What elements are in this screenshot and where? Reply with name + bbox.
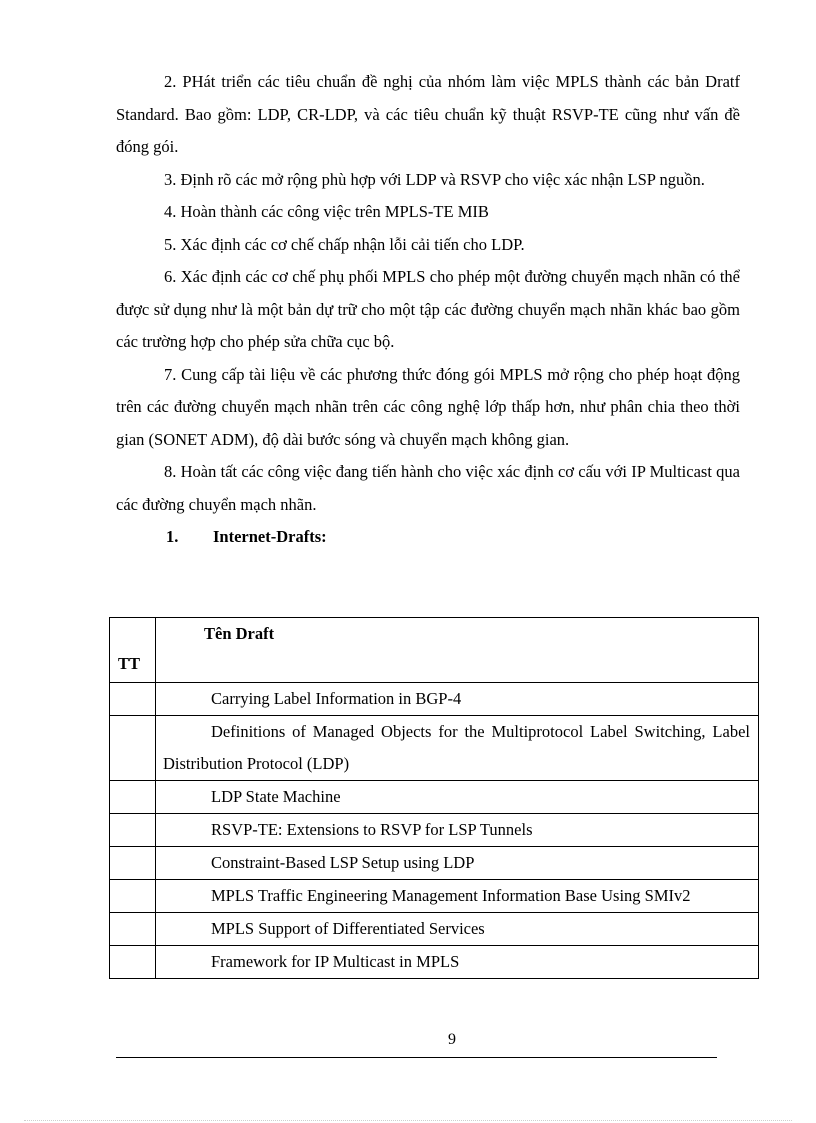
table-row — [110, 880, 759, 913]
table-row — [110, 683, 759, 716]
section-heading — [116, 521, 740, 553]
row-name-text: Constraint-Based LSP Setup using LDP — [211, 853, 475, 872]
body-text — [116, 66, 740, 553]
header-name-label: Tên Draft — [204, 624, 275, 643]
footer-divider — [116, 1057, 717, 1058]
row-tt-cell — [110, 880, 156, 913]
table-row — [110, 847, 759, 880]
row-name-cell — [156, 880, 759, 913]
table-row — [110, 716, 759, 781]
row-name-cell — [156, 847, 759, 880]
table-row — [110, 913, 759, 946]
header-tt-cell — [110, 618, 156, 683]
header-name-cell — [156, 618, 759, 683]
drafts-table — [109, 617, 759, 979]
paragraph-item-7: 7. Cung cấp tài liệu về các phương thức đóng gói MPLS mở rộng cho phép hoạt động trên các đường chuyển mạch nhãn trên các công nghệ lớp thấp hơn, như phân chia theo thời gian (SONET ADM), độ dài bước sóng và chuyển mạch không gian. — [116, 364, 740, 449]
section-heading-number: 1. — [166, 527, 179, 546]
paragraph-item-2: 2. PHát triển các tiêu chuẩn đề nghị của nhóm làm việc MPLS thành các bản Dratf Standard. Bao gồm: LDP, CR-LDP, và các tiêu chuẩn kỹ thuật RSVP-TE cũng như vấn đề đóng gói. — [116, 72, 740, 156]
paragraph-item-3: 3. Định rõ các mở rộng phù hợp với LDP và RSVP cho việc xác nhận LSP nguồn. — [164, 169, 705, 189]
row-name-cell — [156, 913, 759, 946]
table-header-row — [110, 618, 759, 683]
header-tt-label: TT — [118, 654, 141, 673]
row-tt-cell — [110, 781, 156, 814]
paragraph-item-4: 4. Hoàn thành các công việc trên MPLS-TE MIB — [164, 202, 489, 221]
row-tt-cell — [110, 814, 156, 847]
page-number: 9 — [448, 1031, 456, 1048]
row-name-text: RSVP-TE: Extensions to RSVP for LSP Tunnels — [211, 820, 533, 839]
table-row — [110, 781, 759, 814]
row-tt-cell — [110, 847, 156, 880]
row-name-cell — [156, 716, 759, 781]
row-name-cell — [156, 946, 759, 979]
row-name-text: Carrying Label Information in BGP-4 — [211, 689, 462, 708]
paragraph-item-6: 6. Xác định các cơ chế phụ phối MPLS cho phép một đường chuyển mạch nhãn có thể được sử dụng như là một bản dự trữ cho một tập các đường chuyển mạch nhãn khác bao gồm các trường hợp cho phép sửa chữa cục bộ. — [116, 267, 740, 351]
row-name-text: MPLS Support of Differentiated Services — [211, 919, 485, 938]
row-name-text: Definitions of Managed Objects for the Multiprotocol Label Switching, Label Distribution Protocol (LDP) — [163, 722, 750, 773]
row-name-text: Framework for IP Multicast in MPLS — [211, 952, 460, 971]
paragraph-item-5: 5. Xác định các cơ chế chấp nhận lỗi cải tiến cho LDP. — [164, 234, 525, 254]
row-tt-cell — [110, 683, 156, 716]
row-name-text: MPLS Traffic Engineering Management Information Base Using SMIv2 — [211, 886, 691, 905]
row-name-cell — [156, 781, 759, 814]
row-name-cell — [156, 814, 759, 847]
table-row — [110, 946, 759, 979]
paragraph-item-8: 8. Hoàn tất các công việc đang tiến hành cho việc xác định cơ cấu với IP Multicast qua các đường chuyển mạch nhãn. — [116, 462, 740, 514]
section-heading-title: Internet-Drafts: — [213, 527, 327, 546]
row-tt-cell — [110, 913, 156, 946]
table-row — [110, 814, 759, 847]
row-tt-cell — [110, 946, 156, 979]
row-name-cell — [156, 683, 759, 716]
row-name-text: LDP State Machine — [211, 787, 341, 806]
page-bottom-dotted-divider — [24, 1120, 792, 1121]
row-tt-cell — [110, 716, 156, 781]
